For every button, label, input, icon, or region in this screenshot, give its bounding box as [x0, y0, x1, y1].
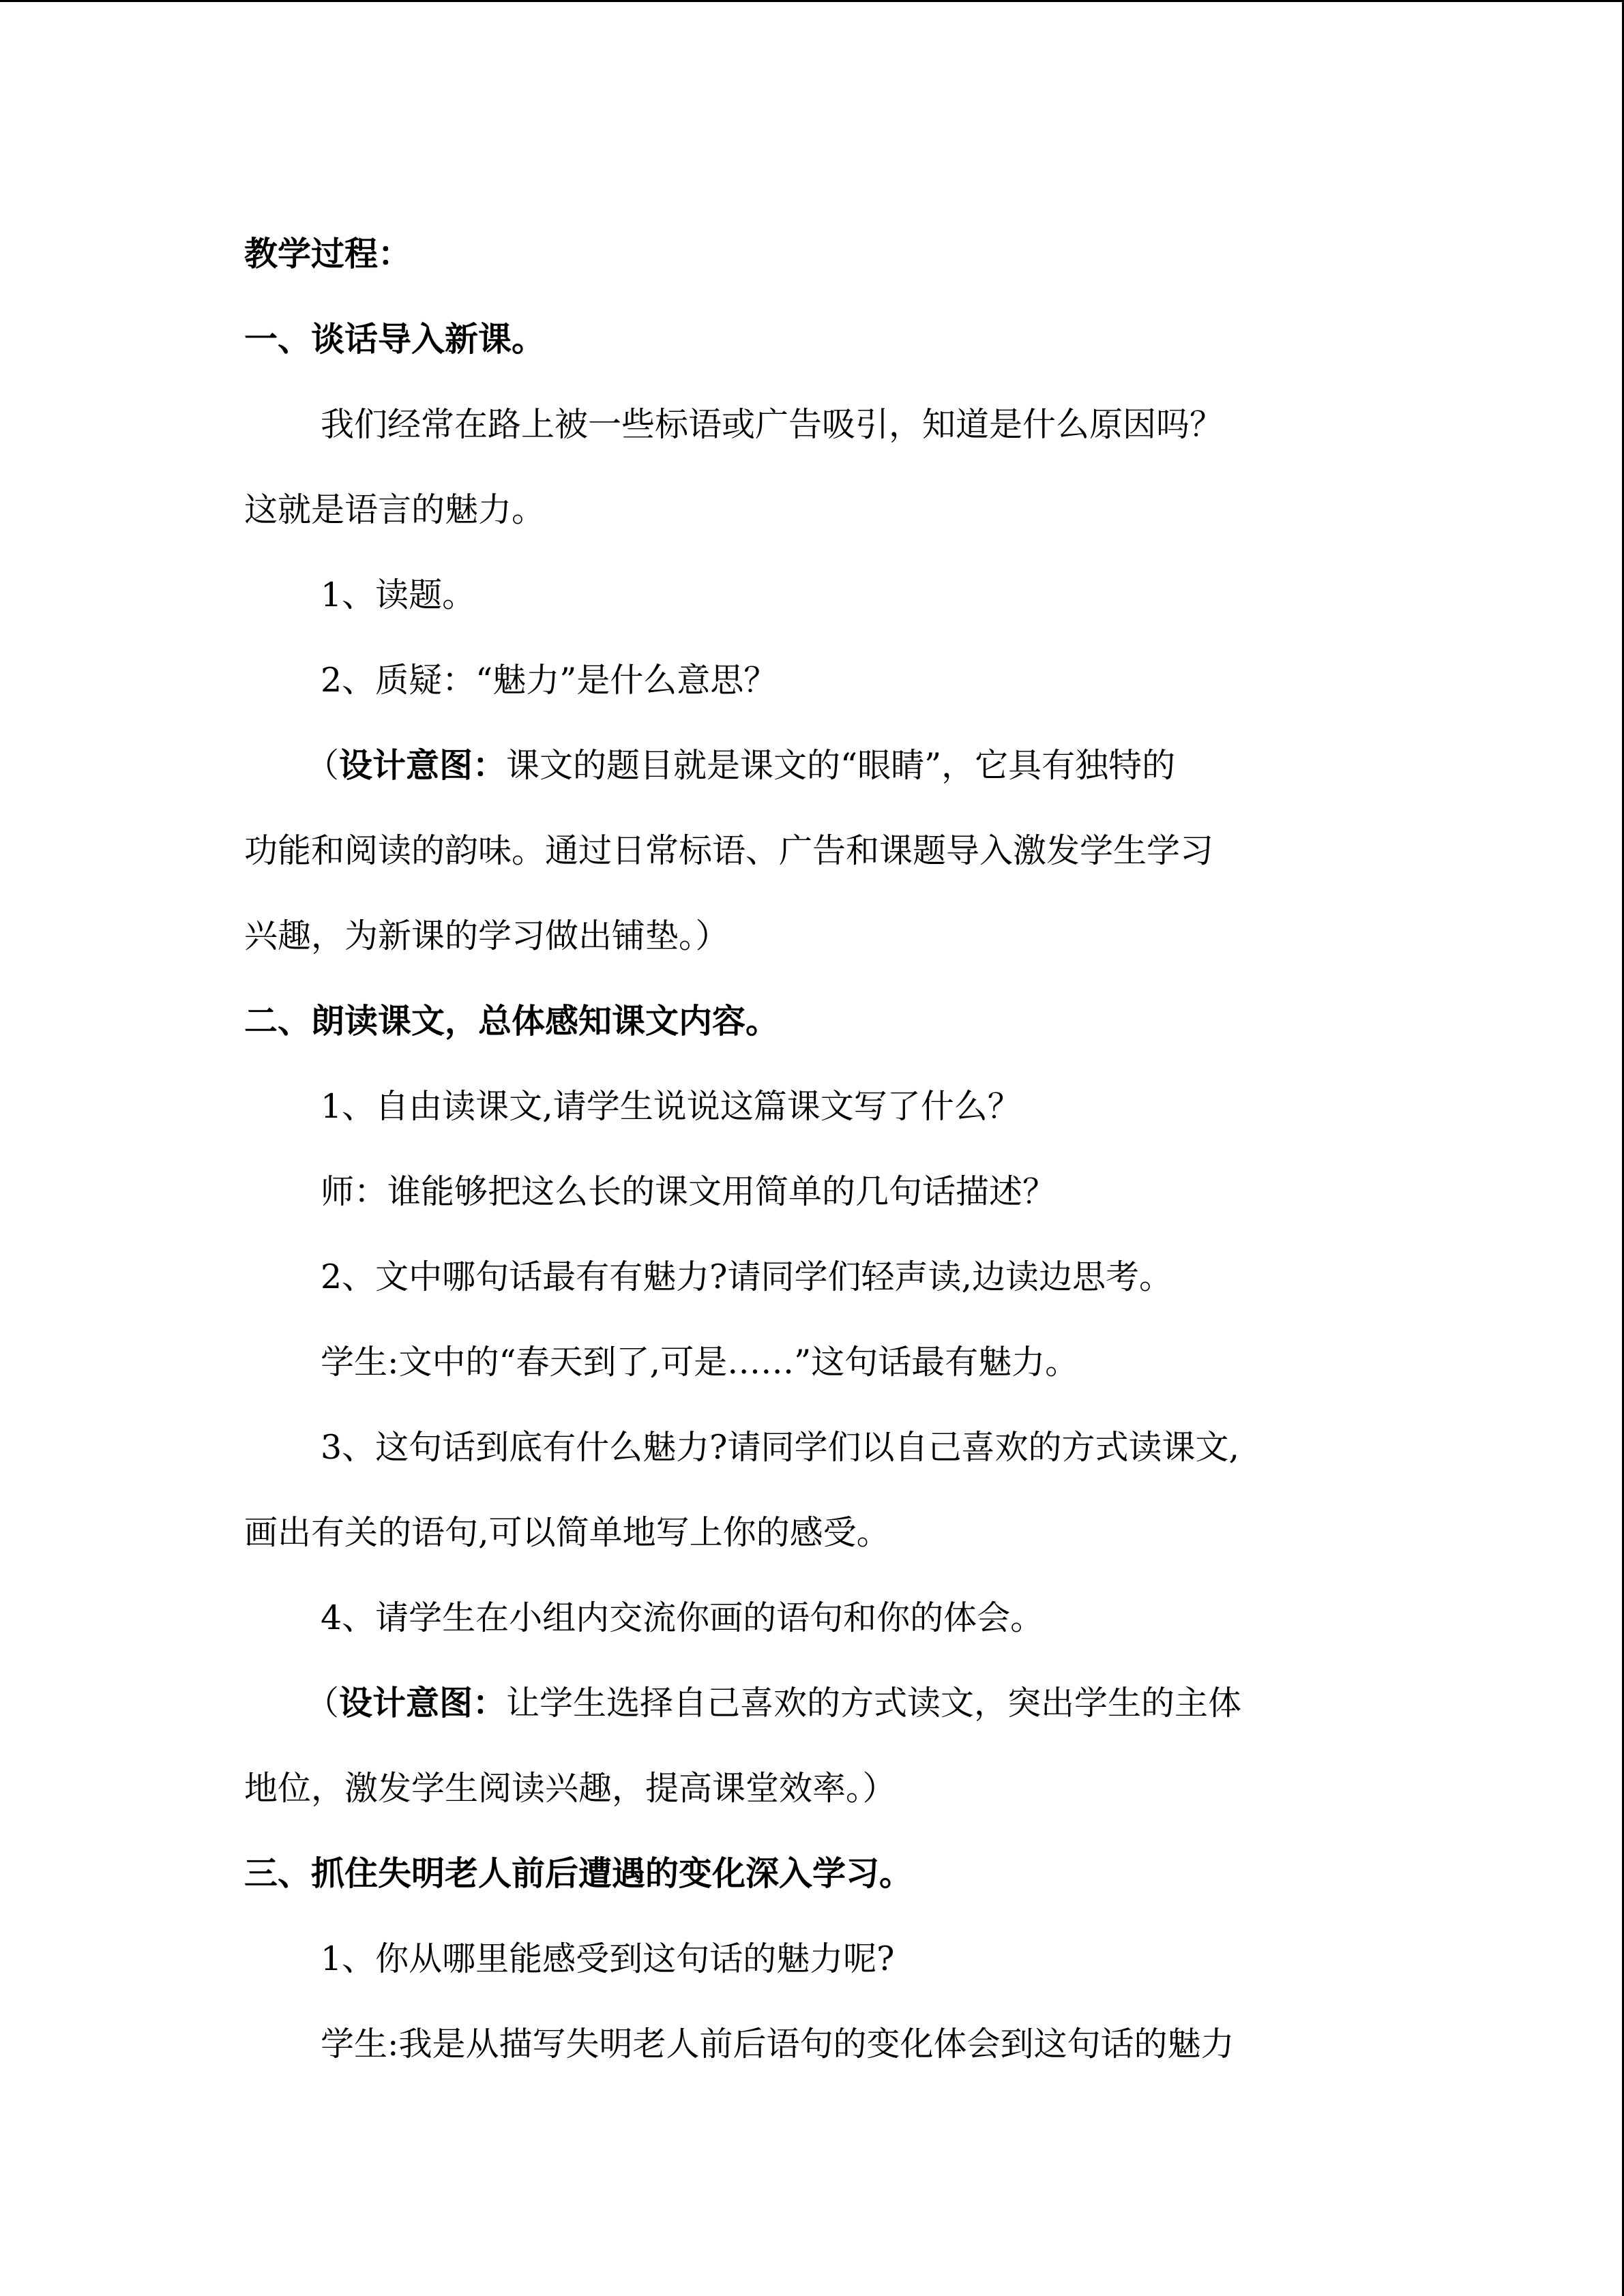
section-1-paragraph-line-2: 这就是语言的魅力。 [244, 490, 546, 529]
section-2-step-2: 2、文中哪句话最有有魅力?请同学们轻声读,边读边思考。 [321, 1257, 1173, 1296]
section-3-step-1: 1、你从哪里能感受到这句话的魅力呢? [321, 1939, 895, 1978]
section-2-step-3: 3、这句话到底有什么魅力?请同学们以自己喜欢的方式读课文, [321, 1428, 1240, 1467]
section-3-student-line: 学生:我是从描写失明老人前后语句的变化体会到这句话的魅力 [321, 2025, 1235, 2063]
section-1-design-note-line-3: 兴趣，为新课的学习做出铺垫。） [244, 916, 729, 955]
section-2-step-3-continued: 画出有关的语句,可以简单地写上你的感受。 [244, 1513, 890, 1552]
section-2-heading: 二、朗读课文，总体感知课文内容。 [244, 1001, 780, 1041]
section-1-paragraph-line-1: 我们经常在路上被一些标语或广告吸引，知道是什么原因吗？ [321, 405, 1224, 444]
design-note-open-paren: （ [306, 746, 340, 785]
section-2-step-1: 1、自由读课文,请学生说说这篇课文写了什么？ [321, 1087, 1021, 1126]
design-note-text: 让学生选择自己喜欢的方式读文，突出学生的主体 [506, 1684, 1242, 1723]
page-border-top [0, 0, 1624, 2]
section-2-design-note-line-2: 地位，激发学生阅读兴趣，提高课堂效率。） [244, 1769, 896, 1808]
section-1-step-2: 2、质疑：“魅力”是什么意思？ [321, 661, 778, 700]
section-1-heading: 一、谈话导入新课。 [244, 319, 546, 359]
section-1-design-note-line-2: 功能和阅读的韵味。通过日常标语、广告和课题导入激发学生学习 [244, 831, 1214, 870]
section-2-student-line: 学生:文中的“春天到了,可是……”这句话最有魅力。 [321, 1343, 1079, 1382]
document-title: 教学过程： [244, 234, 412, 273]
design-note-label: 设计意图： [339, 745, 507, 785]
section-1-step-1: 1、读题。 [321, 576, 476, 614]
document-body [244, 211, 1376, 2087]
section-1-design-note-line-1 [244, 723, 1376, 808]
section-2-design-note-line-1 [244, 1660, 1376, 1746]
design-note-label: 设计意图： [339, 1683, 507, 1723]
design-note-open-paren: （ [306, 1684, 340, 1723]
section-2-teacher-line: 师：谁能够把这么长的课文用简单的几句话描述？ [321, 1172, 1057, 1211]
design-note-text: 课文的题目就是课文的“眼睛”，它具有独特的 [506, 746, 1176, 785]
section-3-heading: 三、抓住失明老人前后遭遇的变化深入学习。 [244, 1853, 913, 1893]
section-2-step-4: 4、请学生在小组内交流你画的语句和你的体会。 [321, 1598, 1044, 1637]
